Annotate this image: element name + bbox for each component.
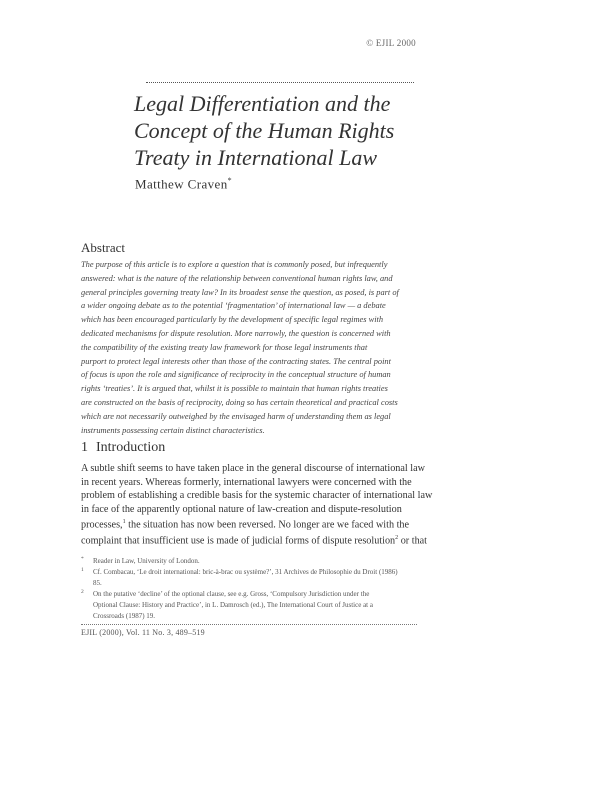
top-divider (146, 82, 414, 83)
body-text (81, 462, 433, 548)
abstract-line: the compatibility of the existing treaty law framework for those legal instruments that (81, 342, 368, 352)
footnote-text: Optional Clause: History and Practice’, in L. Damrosch (ed.), The International Court of Justice at a (93, 601, 373, 609)
body-line: in recent years. Whereas formerly, international lawyers were concerned with the (81, 476, 412, 488)
footnote-mark: 2 (81, 589, 84, 595)
title-line: Treaty in International Law (134, 145, 378, 170)
author-byline (135, 176, 232, 192)
abstract-line: are constructed on the basis of reciprocity, doing so has certain theoretical and practical costs (81, 397, 398, 407)
abstract-line: rights ‘treaties’. It is argued that, whilst it is possible to maintain that human rights treaties (81, 384, 388, 394)
bottom-divider (81, 624, 417, 625)
abstract-line: of focus is upon the role and significance of reciprocity in the conceptual structure of human (81, 370, 391, 380)
abstract-heading: Abstract (81, 240, 126, 255)
abstract-line: which has been encouraged particularly by the development of specific legal regimes with (81, 315, 384, 325)
section-title: Introduction (96, 440, 166, 455)
title-line: Legal Differentiation and the (134, 91, 391, 116)
footnote-mark: * (81, 556, 84, 562)
footnote-text: Cf. Combacau, ‘Le droit international: bric-à-brac ou système?’, 31 Archives de Philosophie du Droit (1986) (93, 568, 398, 576)
footnote-2 (81, 589, 417, 600)
footnote-text: On the putative ‘decline’ of the optional clause, see e.g. Gross, ‘Compulsory Jurisdiction under the (93, 590, 370, 598)
abstract-line: purport to protect legal interests other than those of the contracting states. The central point (81, 356, 391, 366)
footnote-text: 85. (93, 579, 102, 587)
abstract-text (81, 258, 417, 437)
body-text-span: the situation has now been reversed. No longer are we faced with the (125, 519, 410, 531)
section-number: 1 (81, 440, 88, 455)
abstract-line: a wider ongoing debate as to the potential ‘fragmentation’ of international law — a debate (81, 301, 386, 311)
abstract-line: general principles governing treaty law? In its broadest sense the question, as posed, is part of (81, 287, 399, 297)
body-line (81, 516, 417, 532)
abstract-line: dedicated mechanisms for dispute resolution. More narrowly, the question is concerned with (81, 328, 391, 338)
body-text-span: or that (398, 535, 428, 547)
article-title (134, 90, 434, 171)
body-line: A subtle shift seems to have taken place in the general discourse of international law (81, 463, 426, 474)
abstract-line: instruments possessing certain distinct characteristics. (81, 425, 265, 435)
abstract-line: The purpose of this article is to explore a question that is commonly posed, but infrequently (81, 260, 388, 269)
footnote-text: Reader in Law, University of London. (93, 557, 200, 565)
footnotes (81, 556, 417, 622)
body-line: in face of the apparently optional nature of law-creation and dispute-resolution (81, 503, 402, 515)
author-footnote-mark[interactable]: * (227, 176, 233, 185)
footnote-mark: 1 (81, 567, 84, 573)
footnote-1 (81, 567, 417, 578)
abstract-line: which are not necessarily outweighed by the envisaged harm of understanding them as legal (81, 411, 391, 421)
footnote-ref-2[interactable]: 2 (395, 535, 399, 542)
body-text-span: processes, (81, 519, 123, 531)
body-text-span: complaint that insufficient use is made of judicial forms of dispute resolution (81, 535, 396, 547)
abstract-line: answered: what is the nature of the relationship between conventional human rights law, and (81, 273, 393, 283)
copyright-notice: © EJIL 2000 (366, 38, 416, 48)
author-name: Matthew Craven (135, 176, 228, 192)
title-line: Concept of the Human Rights (134, 118, 395, 143)
section-heading (81, 440, 165, 456)
journal-citation: EJIL (2000), Vol. 11 No. 3, 489–519 (81, 628, 205, 637)
footnote-ref-1[interactable]: 1 (122, 519, 126, 526)
body-line: problem of establishing a credible basis for the systemic character of international law (81, 490, 433, 502)
footnote-author (81, 556, 417, 567)
footnote-text: Crossroads (1987) 19. (93, 612, 156, 620)
body-line (81, 532, 428, 548)
